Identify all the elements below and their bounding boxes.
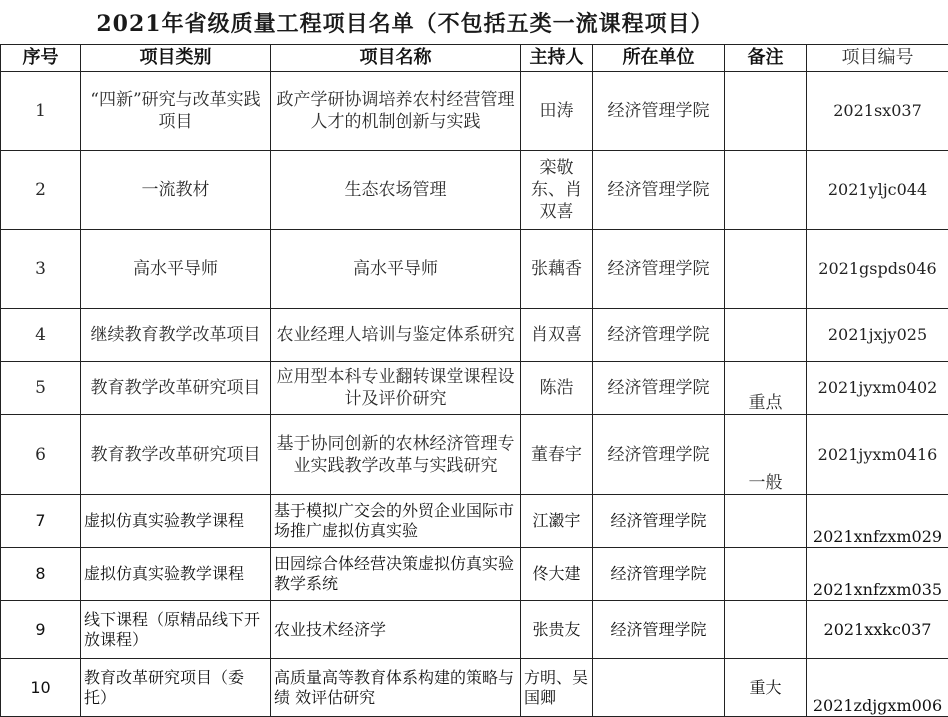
cell-note — [725, 72, 807, 151]
cell-category: 教育教学改革研究项目 — [81, 415, 271, 495]
cell-leader: 方明、吴国卿 — [521, 659, 593, 717]
cell-category: 教育教学改革研究项目 — [81, 362, 271, 415]
cell-no: 9 — [1, 601, 81, 659]
cell-no: 7 — [1, 495, 81, 548]
table-row — [1, 548, 948, 601]
cell-name: 高水平导师 — [271, 230, 521, 309]
cell-category: 高水平导师 — [81, 230, 271, 309]
cell-name: 应用型本科专业翻转课堂课程设计及评价研究 — [271, 362, 521, 415]
cell-unit: 经济管理学院 — [593, 548, 725, 601]
cell-category: 线下课程（原精品线下开放课程） — [81, 601, 271, 659]
cell-note — [725, 151, 807, 230]
cell-code: 2021yljc044 — [807, 151, 948, 230]
table-row — [1, 72, 948, 151]
cell-no: 2 — [1, 151, 81, 230]
header-leader: 主持人 — [521, 45, 593, 72]
cell-note — [725, 495, 807, 548]
header-row — [1, 45, 948, 72]
cell-note: 一般 — [725, 415, 807, 495]
cell-unit — [593, 659, 725, 717]
cell-no: 5 — [1, 362, 81, 415]
cell-name: 田园综合体经营决策虚拟仿真实验教学系统 — [271, 548, 521, 601]
cell-note: 重大 — [725, 659, 807, 717]
cell-no: 1 — [1, 72, 81, 151]
header-no: 序号 — [1, 45, 81, 72]
header-unit: 所在单位 — [593, 45, 725, 72]
cell-name: 高质量高等教育体系构建的策略与绩 效评估研究 — [271, 659, 521, 717]
cell-code: 2021sx037 — [807, 72, 948, 151]
cell-unit: 经济管理学院 — [593, 230, 725, 309]
cell-category: 一流教材 — [81, 151, 271, 230]
cell-code: 2021zdjgxm006 — [807, 659, 948, 717]
header-note: 备注 — [725, 45, 807, 72]
cell-leader: 张藕香 — [521, 230, 593, 309]
cell-category: 虚拟仿真实验教学课程 — [81, 548, 271, 601]
cell-name: 基于模拟广交会的外贸企业国际市场推广虚拟仿真实验 — [271, 495, 521, 548]
cell-unit: 经济管理学院 — [593, 601, 725, 659]
table-row — [1, 495, 948, 548]
cell-category: 教育改革研究项目（委托） — [81, 659, 271, 717]
cell-unit: 经济管理学院 — [593, 151, 725, 230]
title-empty-cell — [810, 0, 948, 44]
table-row — [1, 659, 948, 717]
cell-unit: 经济管理学院 — [593, 415, 725, 495]
cell-leader: 栾敬东、肖双喜 — [521, 151, 593, 230]
cell-no: 3 — [1, 230, 81, 309]
cell-name: 农业技术经济学 — [271, 601, 521, 659]
table-row — [1, 601, 948, 659]
cell-unit: 经济管理学院 — [593, 72, 725, 151]
cell-category: 虚拟仿真实验教学课程 — [81, 495, 271, 548]
cell-code: 2021jyxm0416 — [807, 415, 948, 495]
cell-note — [725, 548, 807, 601]
cell-unit: 经济管理学院 — [593, 495, 725, 548]
cell-no: 6 — [1, 415, 81, 495]
cell-leader: 陈浩 — [521, 362, 593, 415]
cell-leader: 田涛 — [521, 72, 593, 151]
table-row — [1, 230, 948, 309]
cell-code: 2021xxkc037 — [807, 601, 948, 659]
table-row — [1, 415, 948, 495]
cell-note — [725, 230, 807, 309]
header-category: 项目类别 — [81, 45, 271, 72]
cell-leader: 张贵友 — [521, 601, 593, 659]
cell-note: 重点 — [725, 362, 807, 415]
cell-name: 农业经理人培训与鉴定体系研究 — [271, 309, 521, 362]
cell-leader: 董春宇 — [521, 415, 593, 495]
cell-note — [725, 601, 807, 659]
header-name: 项目名称 — [271, 45, 521, 72]
cell-no: 4 — [1, 309, 81, 362]
cell-unit: 经济管理学院 — [593, 362, 725, 415]
cell-code: 2021jyxm0402 — [807, 362, 948, 415]
cell-leader: 肖双喜 — [521, 309, 593, 362]
cell-category: 继续教育教学改革项目 — [81, 309, 271, 362]
cell-note — [725, 309, 807, 362]
header-code: 项目编号 — [807, 45, 948, 72]
cell-name: 基于协同创新的农林经济管理专业实践教学改革与实践研究 — [271, 415, 521, 495]
table-row — [1, 309, 948, 362]
cell-no: 8 — [1, 548, 81, 601]
cell-code: 2021xnfzxm029 — [807, 495, 948, 548]
cell-leader: 江瀫宇 — [521, 495, 593, 548]
project-table — [0, 44, 948, 717]
page-title: 2021年省级质量工程项目名单（不包括五类一流课程项目） — [0, 0, 810, 44]
cell-name: 生态农场管理 — [271, 151, 521, 230]
cell-code: 2021gspds046 — [807, 230, 948, 309]
table-row — [1, 151, 948, 230]
cell-name: 政产学研协调培养农村经营管理人才的机制创新与实践 — [271, 72, 521, 151]
table-row — [1, 362, 948, 415]
cell-code: 2021jxjy025 — [807, 309, 948, 362]
cell-code: 2021xnfzxm035 — [807, 548, 948, 601]
cell-unit: 经济管理学院 — [593, 309, 725, 362]
cell-category: “四新”研究与改革实践项目 — [81, 72, 271, 151]
cell-leader: 佟大建 — [521, 548, 593, 601]
cell-no: 10 — [1, 659, 81, 717]
